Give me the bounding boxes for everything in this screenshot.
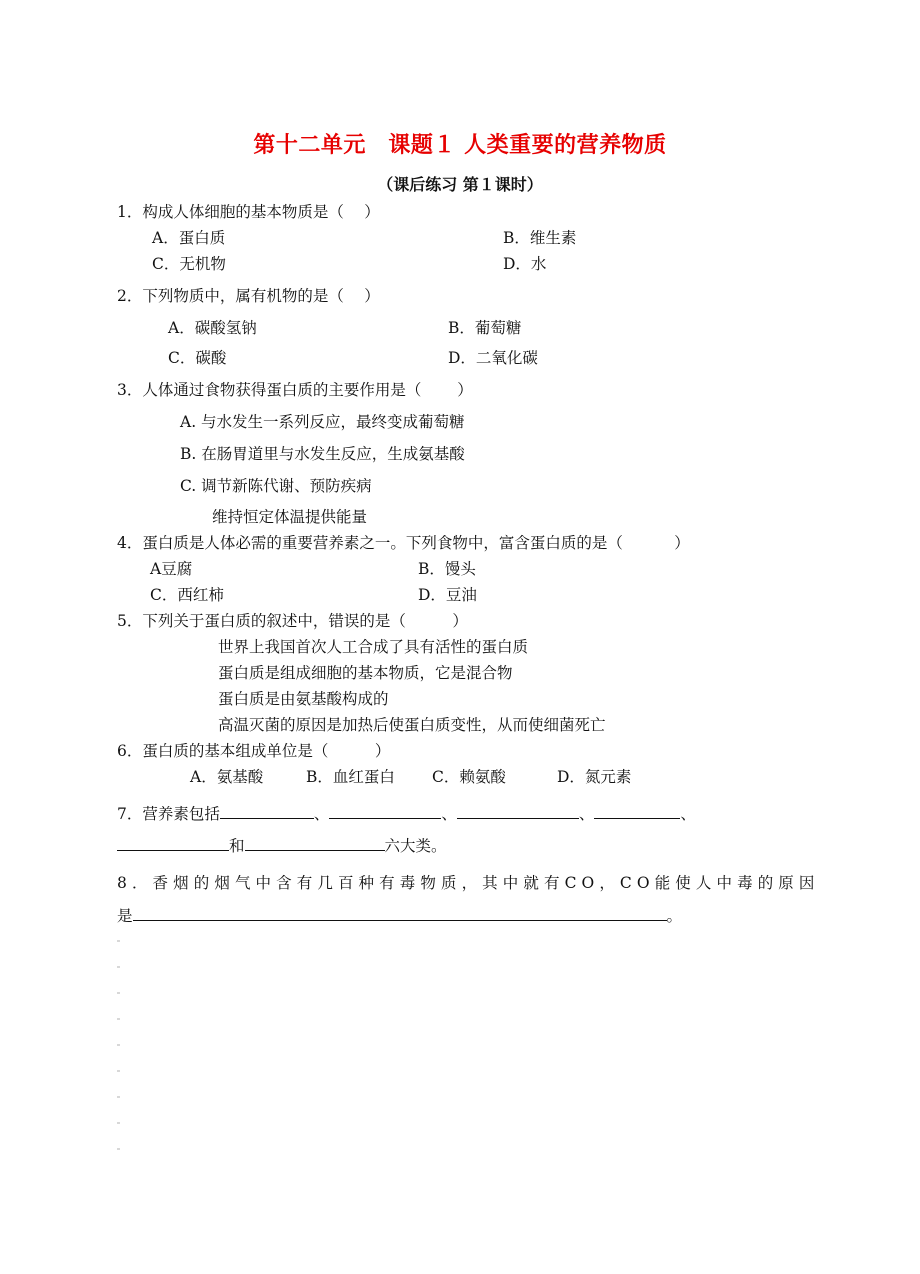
answer-blank-3[interactable] <box>457 801 579 819</box>
question-2-option-c[interactable]: C．碳酸 <box>168 349 227 367</box>
question-5-option-b[interactable]: 蛋白质是组成细胞的基本物质，它是混合物 <box>218 664 513 682</box>
question-8-stem: 8．香烟的烟气中含有几百种有毒物质，其中就有CO，CO能使人中毒的原因 <box>117 874 820 892</box>
question-4-option-c[interactable]: C．西红柿 <box>150 586 224 604</box>
question-5-stem: 5．下列关于蛋白质的叙述中，错误的是（ ） <box>117 612 468 630</box>
separator: 、 <box>441 805 457 823</box>
question-6-stem: 6．蛋白质的基本组成单位是（ ） <box>117 742 391 760</box>
question-3-option-a[interactable]: A. 与水发生一系列反应，最终变成葡萄糖 <box>180 413 465 431</box>
question-7-and: 和 <box>229 837 245 855</box>
question-1-option-b[interactable]: B．维生素 <box>503 229 577 247</box>
question-1-option-c[interactable]: C．无机物 <box>152 255 226 273</box>
margin-mark <box>117 940 120 942</box>
separator: 、 <box>313 805 330 823</box>
question-3-option-c[interactable]: C. 调节新陈代谢、预防疾病 <box>180 477 372 495</box>
margin-mark <box>117 1044 120 1046</box>
question-4-option-d[interactable]: D．豆油 <box>418 586 477 604</box>
margin-mark <box>117 992 120 994</box>
answer-blank-4[interactable] <box>594 801 680 819</box>
question-5-option-a[interactable]: 世界上我国首次人工合成了具有活性的蛋白质 <box>218 638 529 656</box>
separator: 、 <box>578 805 595 823</box>
question-2-option-b[interactable]: B．葡萄糖 <box>448 319 522 337</box>
question-5-option-d[interactable]: 高温灭菌的原因是加热后使蛋白质变性，从而使细菌死亡 <box>218 716 606 734</box>
question-3-option-b[interactable]: B. 在肠胃道里与水发生反应，生成氨基酸 <box>180 445 465 463</box>
question-7-tail: 六大类。 <box>384 837 447 855</box>
question-3-option-d[interactable]: 维持恒定体温提供能量 <box>212 508 368 526</box>
question-6-option-d[interactable]: D．氮元素 <box>557 768 632 786</box>
question-2-option-d[interactable]: D．二氧化碳 <box>448 349 538 367</box>
question-8-end: 。 <box>666 907 683 925</box>
answer-blank-6[interactable] <box>245 833 385 851</box>
question-8-lead: 是 <box>117 907 133 925</box>
question-4-stem: 4．蛋白质是人体必需的重要营养素之一。下列食物中，富含蛋白质的是（ ） <box>117 534 690 552</box>
question-4-option-a[interactable]: A豆腐 <box>150 560 193 578</box>
answer-blank-2[interactable] <box>329 801 441 819</box>
question-1-option-d[interactable]: D．水 <box>503 255 547 273</box>
question-2-option-a[interactable]: A．碳酸氢钠 <box>168 319 257 337</box>
margin-mark <box>117 1096 120 1098</box>
answer-blank-7[interactable] <box>133 903 667 921</box>
margin-mark <box>117 966 120 968</box>
page-subtitle: （课后练习 第１课时） <box>377 175 543 194</box>
page-title: 第十二单元 课题１ 人类重要的营养物质 <box>253 133 667 158</box>
margin-mark <box>117 1122 120 1124</box>
margin-mark <box>117 1018 120 1020</box>
answer-blank-5[interactable] <box>117 833 229 851</box>
question-1-option-a[interactable]: A．蛋白质 <box>152 229 226 247</box>
question-7-line-1 <box>117 801 696 824</box>
question-7-line-2 <box>117 833 447 856</box>
answer-blank-1[interactable] <box>220 801 314 819</box>
question-6-option-a[interactable]: A．氨基酸 <box>190 768 264 786</box>
question-8-line-2 <box>117 903 682 926</box>
question-7-stem: 7．营养素包括 <box>117 805 220 823</box>
question-3-stem: 3．人体通过食物获得蛋白质的主要作用是（ ） <box>117 381 473 399</box>
question-4-option-b[interactable]: B．馒头 <box>418 560 476 578</box>
question-6-option-b[interactable]: B．血红蛋白 <box>306 768 395 786</box>
question-5-option-c[interactable]: 蛋白质是由氨基酸构成的 <box>218 690 389 708</box>
question-6-option-c[interactable]: C．赖氨酸 <box>432 768 506 786</box>
margin-mark <box>117 1148 120 1150</box>
margin-mark <box>117 1070 120 1072</box>
question-1-stem: 1．构成人体细胞的基本物质是（ ） <box>117 203 380 221</box>
question-2-stem: 2．下列物质中，属有机物的是（ ） <box>117 287 380 305</box>
separator: 、 <box>680 805 696 823</box>
